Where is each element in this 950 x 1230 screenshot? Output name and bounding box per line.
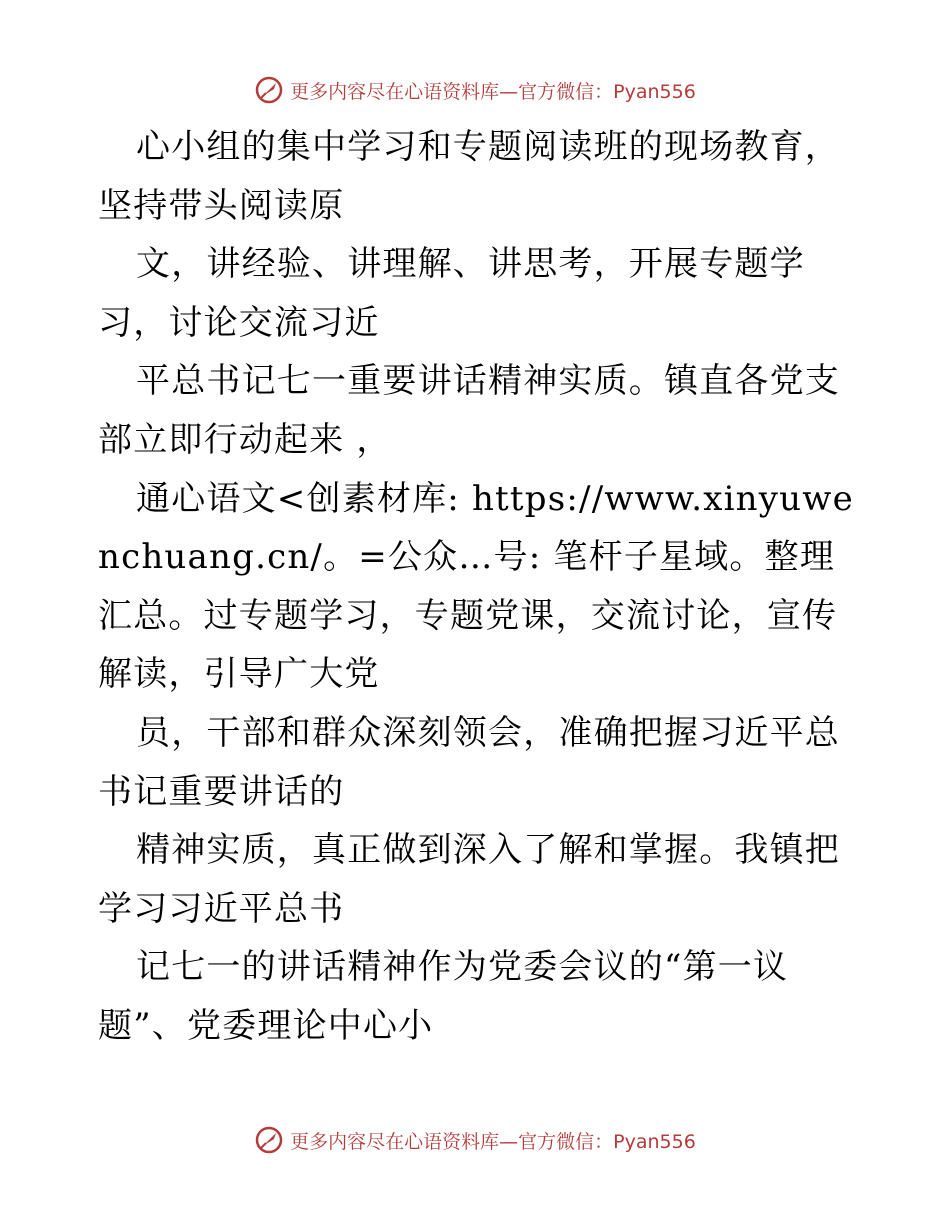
- paragraph: 通心语文<创素材库: https://www.xinyuwenchuang.cn/。=公众…号: 笔杆子星域。整理汇总。过专题学习，专题党课，交流讨论，宣传解读，引导广大党: [98, 478, 854, 695]
- paragraph: 记七一的讲话精神作为党委会议的“第一议题”、党委理论中心小: [98, 947, 789, 1046]
- paragraph: 精神实质，真正做到深入了解和掌握。我镇把学习习近平总书: [98, 830, 840, 929]
- paragraph: 心小组的集中学习和专题阅读班的现场教育，坚持带头阅读原: [98, 127, 840, 226]
- quill-logo-icon: [254, 1125, 284, 1155]
- footer-banner-text: 更多内容尽在心语资料库—官方微信：Pyan556: [290, 1130, 696, 1153]
- header-banner: [0, 70, 950, 110]
- paragraph: 平总书记七一重要讲话精神实质。镇直各党支部立即行动起来 ，: [98, 361, 840, 460]
- paragraph: 员，干部和群众深刻领会，准确把握习近平总书记重要讲话的: [98, 712, 840, 812]
- header-banner-text: 更多内容尽在心语资料库—官方微信：Pyan556: [290, 80, 696, 103]
- document-body: [98, 118, 858, 1056]
- quill-logo-icon: [254, 75, 284, 105]
- footer-banner: [0, 1120, 950, 1160]
- paragraph: 文，讲经验、讲理解、讲思考，开展专题学习，讨论交流习近: [98, 244, 805, 343]
